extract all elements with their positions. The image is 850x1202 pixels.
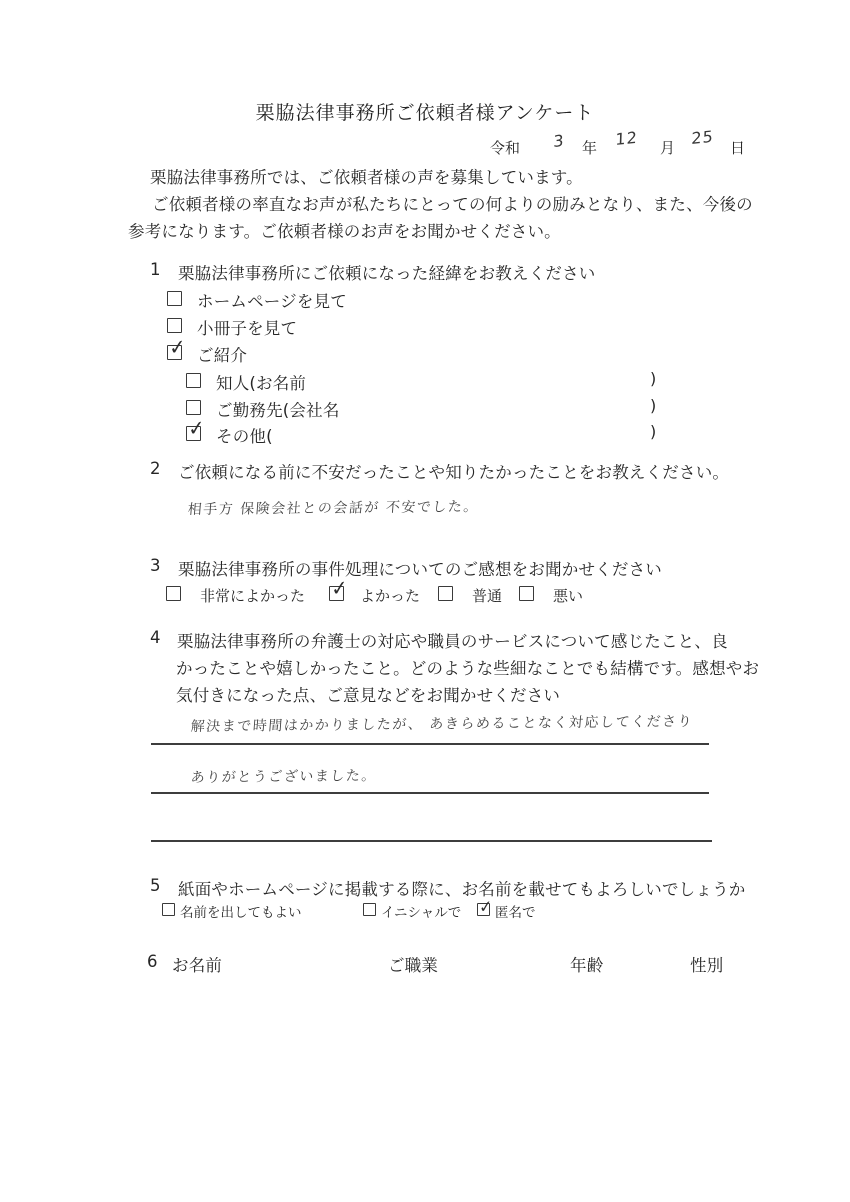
q1-sub-option-other-paren: ) [650,422,657,441]
q1-option-referral-label: ご紹介 [197,346,248,365]
intro-line-3: 参考になります。ご依頼者様のお声をお聞かせください。 [128,222,561,241]
q2-handwritten-answer: 相手方 保険会社との会話が 不安でした。 [187,498,480,519]
q1-sub-option-employer-label: ご勤務先(会社名 [216,401,340,420]
q3-option-bad-label: 悪い [553,587,584,605]
q1-sub-option-acquaintance-label: 知人(お名前 [216,374,307,393]
q3-option-good-label: よかった [360,587,421,605]
q1-option-booklet-checkbox[interactable] [167,318,182,333]
q4-title-line-1: 栗脇法律事務所の弁護士の対応や職員のサービスについて感じたこと、良 [177,632,728,651]
date-day-value-handwritten: 25 [691,126,715,148]
q1-title: 栗脇法律事務所にご依頼になった経緯をお教えください [178,264,596,283]
q5-option-initials-checkbox[interactable] [363,903,376,916]
q1-option-referral-checkbox[interactable] [167,333,187,361]
date-era-label: 令和 [490,139,521,157]
intro-line-2: ご依頼者様の率直なお声が私たちにとっての何よりの励みとなり、また、今後の [152,195,753,214]
q4-answer-rule-1 [151,743,709,745]
q3-number: 3 [150,556,161,575]
q5-title: 紙面やホームページに掲載する際に、お名前を載せてもよろしいでしょうか [178,880,746,899]
q5-option-anonymous-label: 匿名で [495,905,536,921]
q6-field-occupation-label: ご職業 [388,956,439,975]
q5-option-anonymous-checkbox[interactable] [477,896,493,917]
q3-option-normal-label: 普通 [472,587,503,605]
q4-answer-rule-3 [151,840,712,842]
q4-title-line-2: かったことや嬉しかったこと。どのような些細なことでも結構です。感想やお [176,659,760,678]
check-mark-icon: ✓ [168,333,187,361]
q6-number: 6 [147,952,158,971]
q5-option-initials-label: イニシャルで [381,905,462,921]
q1-sub-option-other-checkbox[interactable] [186,414,206,442]
q4-number: 4 [150,628,161,647]
q3-option-good-checkbox[interactable] [329,574,349,602]
q1-number: 1 [150,260,161,279]
q1-option-homepage-label: ホームページを見て [197,292,347,311]
q6-field-name-label: お名前 [172,956,223,975]
date-month-label: 月 [660,139,676,157]
q4-title-line-3: 気付きになった点、ご意見などをお聞かせください [176,686,561,705]
date-day-label: 日 [730,139,746,157]
q2-number: 2 [150,459,161,478]
q1-sub-option-acquaintance-checkbox[interactable] [186,373,201,388]
q6-field-age-label: 年齢 [570,956,604,975]
form-title: 栗脇法律事務所ご依頼者様アンケート [255,102,595,124]
q5-number: 5 [150,876,161,895]
date-month-value-handwritten: 12 [615,127,639,149]
check-mark-icon: ✓ [187,414,206,442]
q1-sub-option-other-label: その他( [216,427,273,446]
q3-option-bad-checkbox[interactable] [519,586,534,601]
q4-answer-rule-2 [151,792,709,794]
check-mark-icon: ✓ [330,574,349,602]
q3-option-verygood-label: 非常によかった [200,587,306,605]
date-year-label: 年 [582,139,598,157]
q6-field-gender-label: 性別 [690,956,724,975]
q1-option-homepage-checkbox[interactable] [167,291,182,306]
q5-option-realname-checkbox[interactable] [162,903,175,916]
q1-sub-option-acquaintance-paren: ) [650,369,657,388]
q3-option-normal-checkbox[interactable] [438,586,453,601]
q3-title: 栗脇法律事務所の事件処理についてのご感想をお聞かせください [178,560,662,579]
date-year-value-handwritten: 3 [553,130,565,151]
q4-handwritten-line-2: ありがとうございました。 [190,768,378,787]
q1-option-booklet-label: 小冊子を見て [197,319,298,338]
q5-option-realname-label: 名前を出してもよい [180,905,302,921]
q3-option-verygood-checkbox[interactable] [166,586,181,601]
q1-sub-option-employer-checkbox[interactable] [186,400,201,415]
check-mark-icon: ✓ [478,896,493,917]
q1-sub-option-employer-paren: ) [650,396,657,415]
q4-handwritten-line-1: 解決まで時間はかかりましたが、 あきらめることなく対応してくださり [190,713,694,736]
q2-title: ご依頼になる前に不安だったことや知りたかったことをお教えください。 [178,463,730,482]
intro-line-1: 栗脇法律事務所では、ご依頼者様の声を募集しています。 [150,168,583,187]
